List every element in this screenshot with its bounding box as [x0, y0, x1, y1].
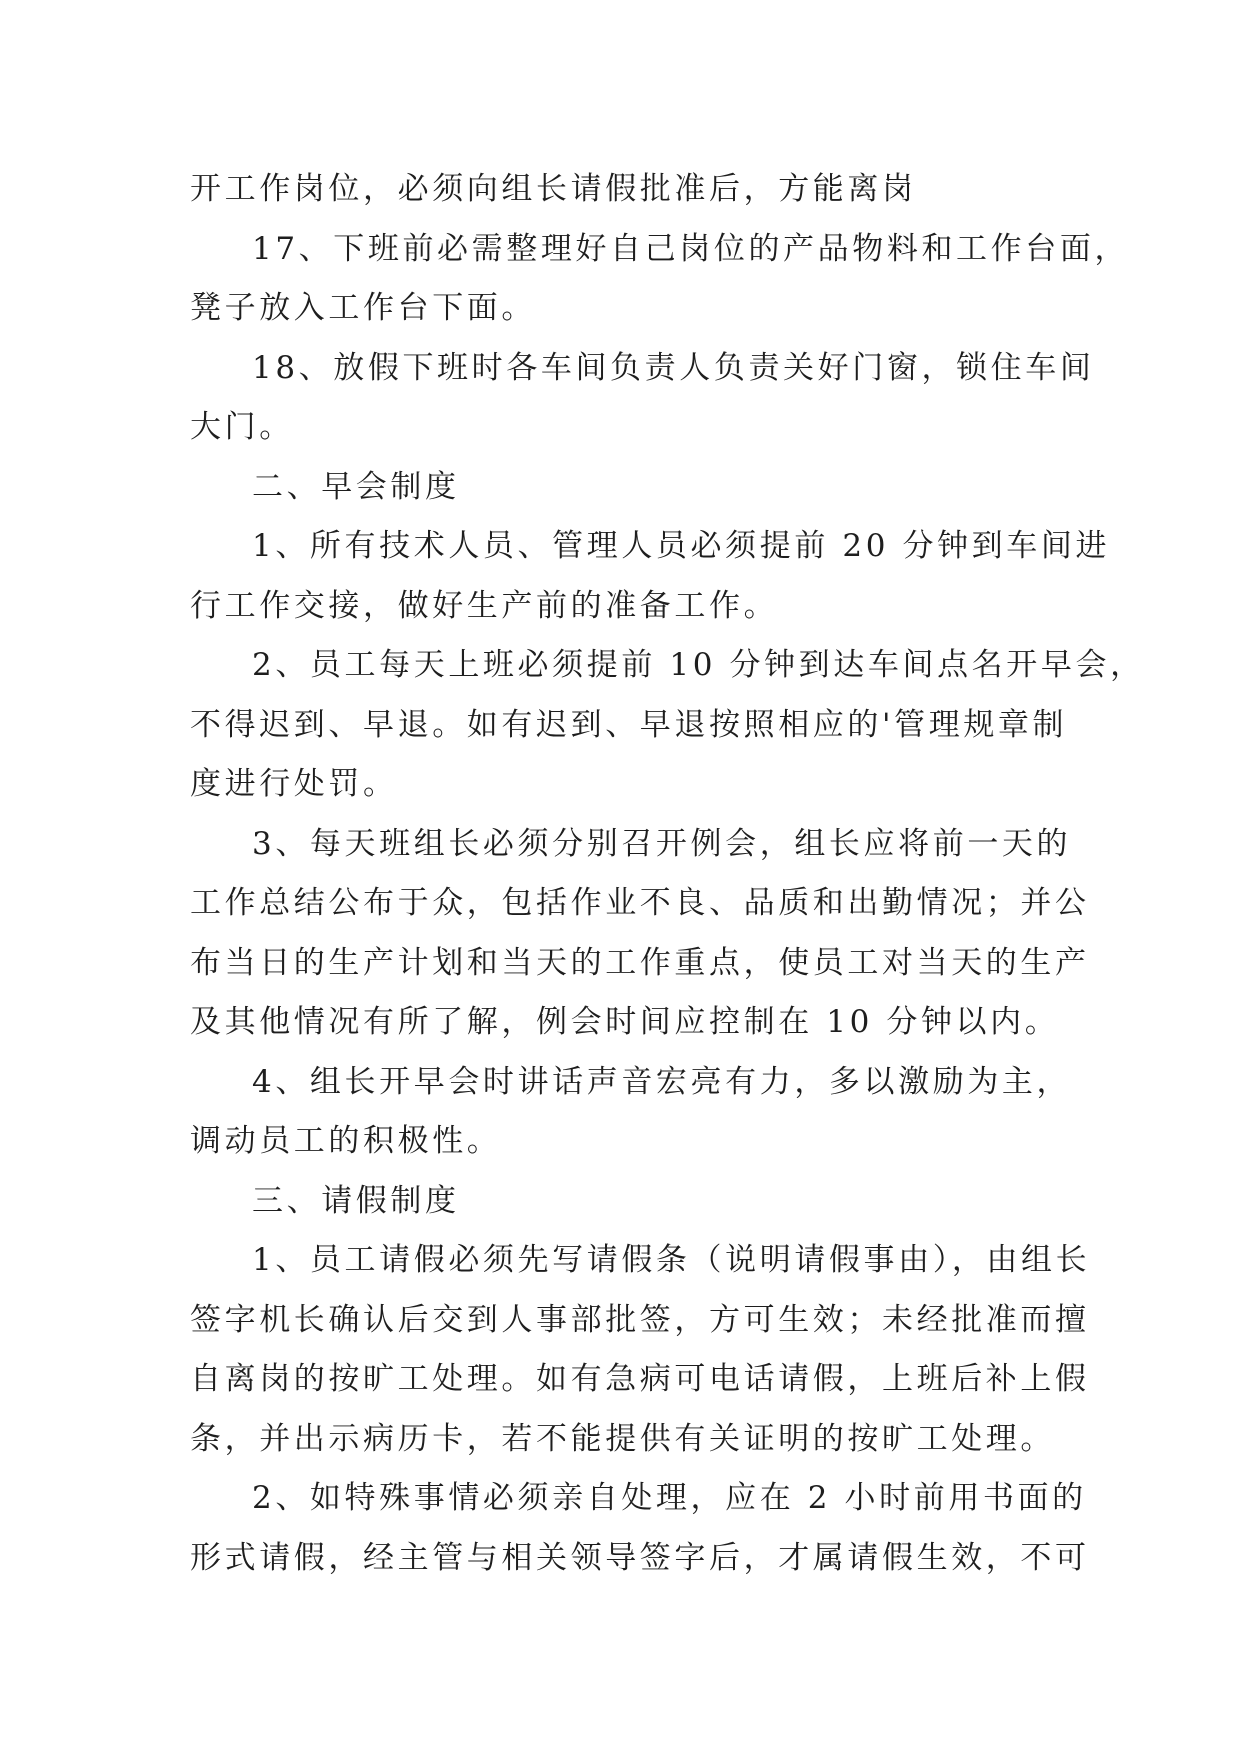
section-heading: 三、请假制度 — [252, 1182, 460, 1219]
text-line: 凳子放入工作台下面。 — [190, 290, 536, 326]
document-body — [190, 160, 1145, 1588]
text-line: 及其他情况有所了解，例会时间应控制在 10 分钟以内。 — [190, 1004, 1060, 1040]
text-line: 形式请假，经主管与相关领导签字后，才属请假生效，不可 — [190, 1539, 1090, 1576]
text-line: 工作总结公布于众，包括作业不良、品质和出勤情况；并公 — [190, 885, 1090, 921]
text-line: 条，并出示病历卡，若不能提供有关证明的按旷工处理。 — [190, 1420, 1055, 1457]
section-heading: 二、早会制度 — [252, 468, 460, 505]
text-line: 17、下班前必需整理好自己岗位的产品物料和工作台面， — [252, 230, 1130, 267]
text-line: 布当日的生产计划和当天的工作重点，使员工对当天的生产 — [190, 944, 1090, 981]
text-line: 签字机长确认后交到人事部批签，方可生效；未经批准而擅 — [190, 1301, 1090, 1338]
text-line: 1、员工请假必须先写请假条（说明请假事由），由组长 — [252, 1242, 1091, 1278]
text-line: 行工作交接，做好生产前的准备工作。 — [190, 587, 779, 624]
text-line: 开工作岗位，必须向组长请假批准后，方能离岗 — [190, 171, 917, 207]
text-line: 3、每天班组长必须分别召开例会，组长应将前一天的 — [252, 825, 1072, 862]
text-line: 不得迟到、早退。如有迟到、早退按照相应的'管理规章制 — [190, 706, 1068, 743]
text-line: 1、所有技术人员、管理人员必须提前 20 分钟到车间进 — [252, 528, 1111, 564]
text-line: 4、组长开早会时讲话声音宏亮有力，多以激励为主， — [252, 1063, 1072, 1100]
text-line: 自离岗的按旷工处理。如有急病可电话请假，上班后补上假 — [190, 1361, 1090, 1397]
text-line: 度进行处罚。 — [190, 766, 398, 802]
text-line: 调动员工的积极性。 — [190, 1123, 502, 1159]
text-line: 18、放假下班时各车间负责人负责关好门窗，锁住车间 — [252, 349, 1095, 386]
text-line: 大门。 — [190, 409, 294, 445]
text-line: 2、员工每天上班必须提前 10 分钟到达车间点名开早会， — [252, 647, 1145, 683]
text-line: 2、如特殊事情必须亲自处理，应在 2 小时前用书面的 — [252, 1480, 1087, 1516]
